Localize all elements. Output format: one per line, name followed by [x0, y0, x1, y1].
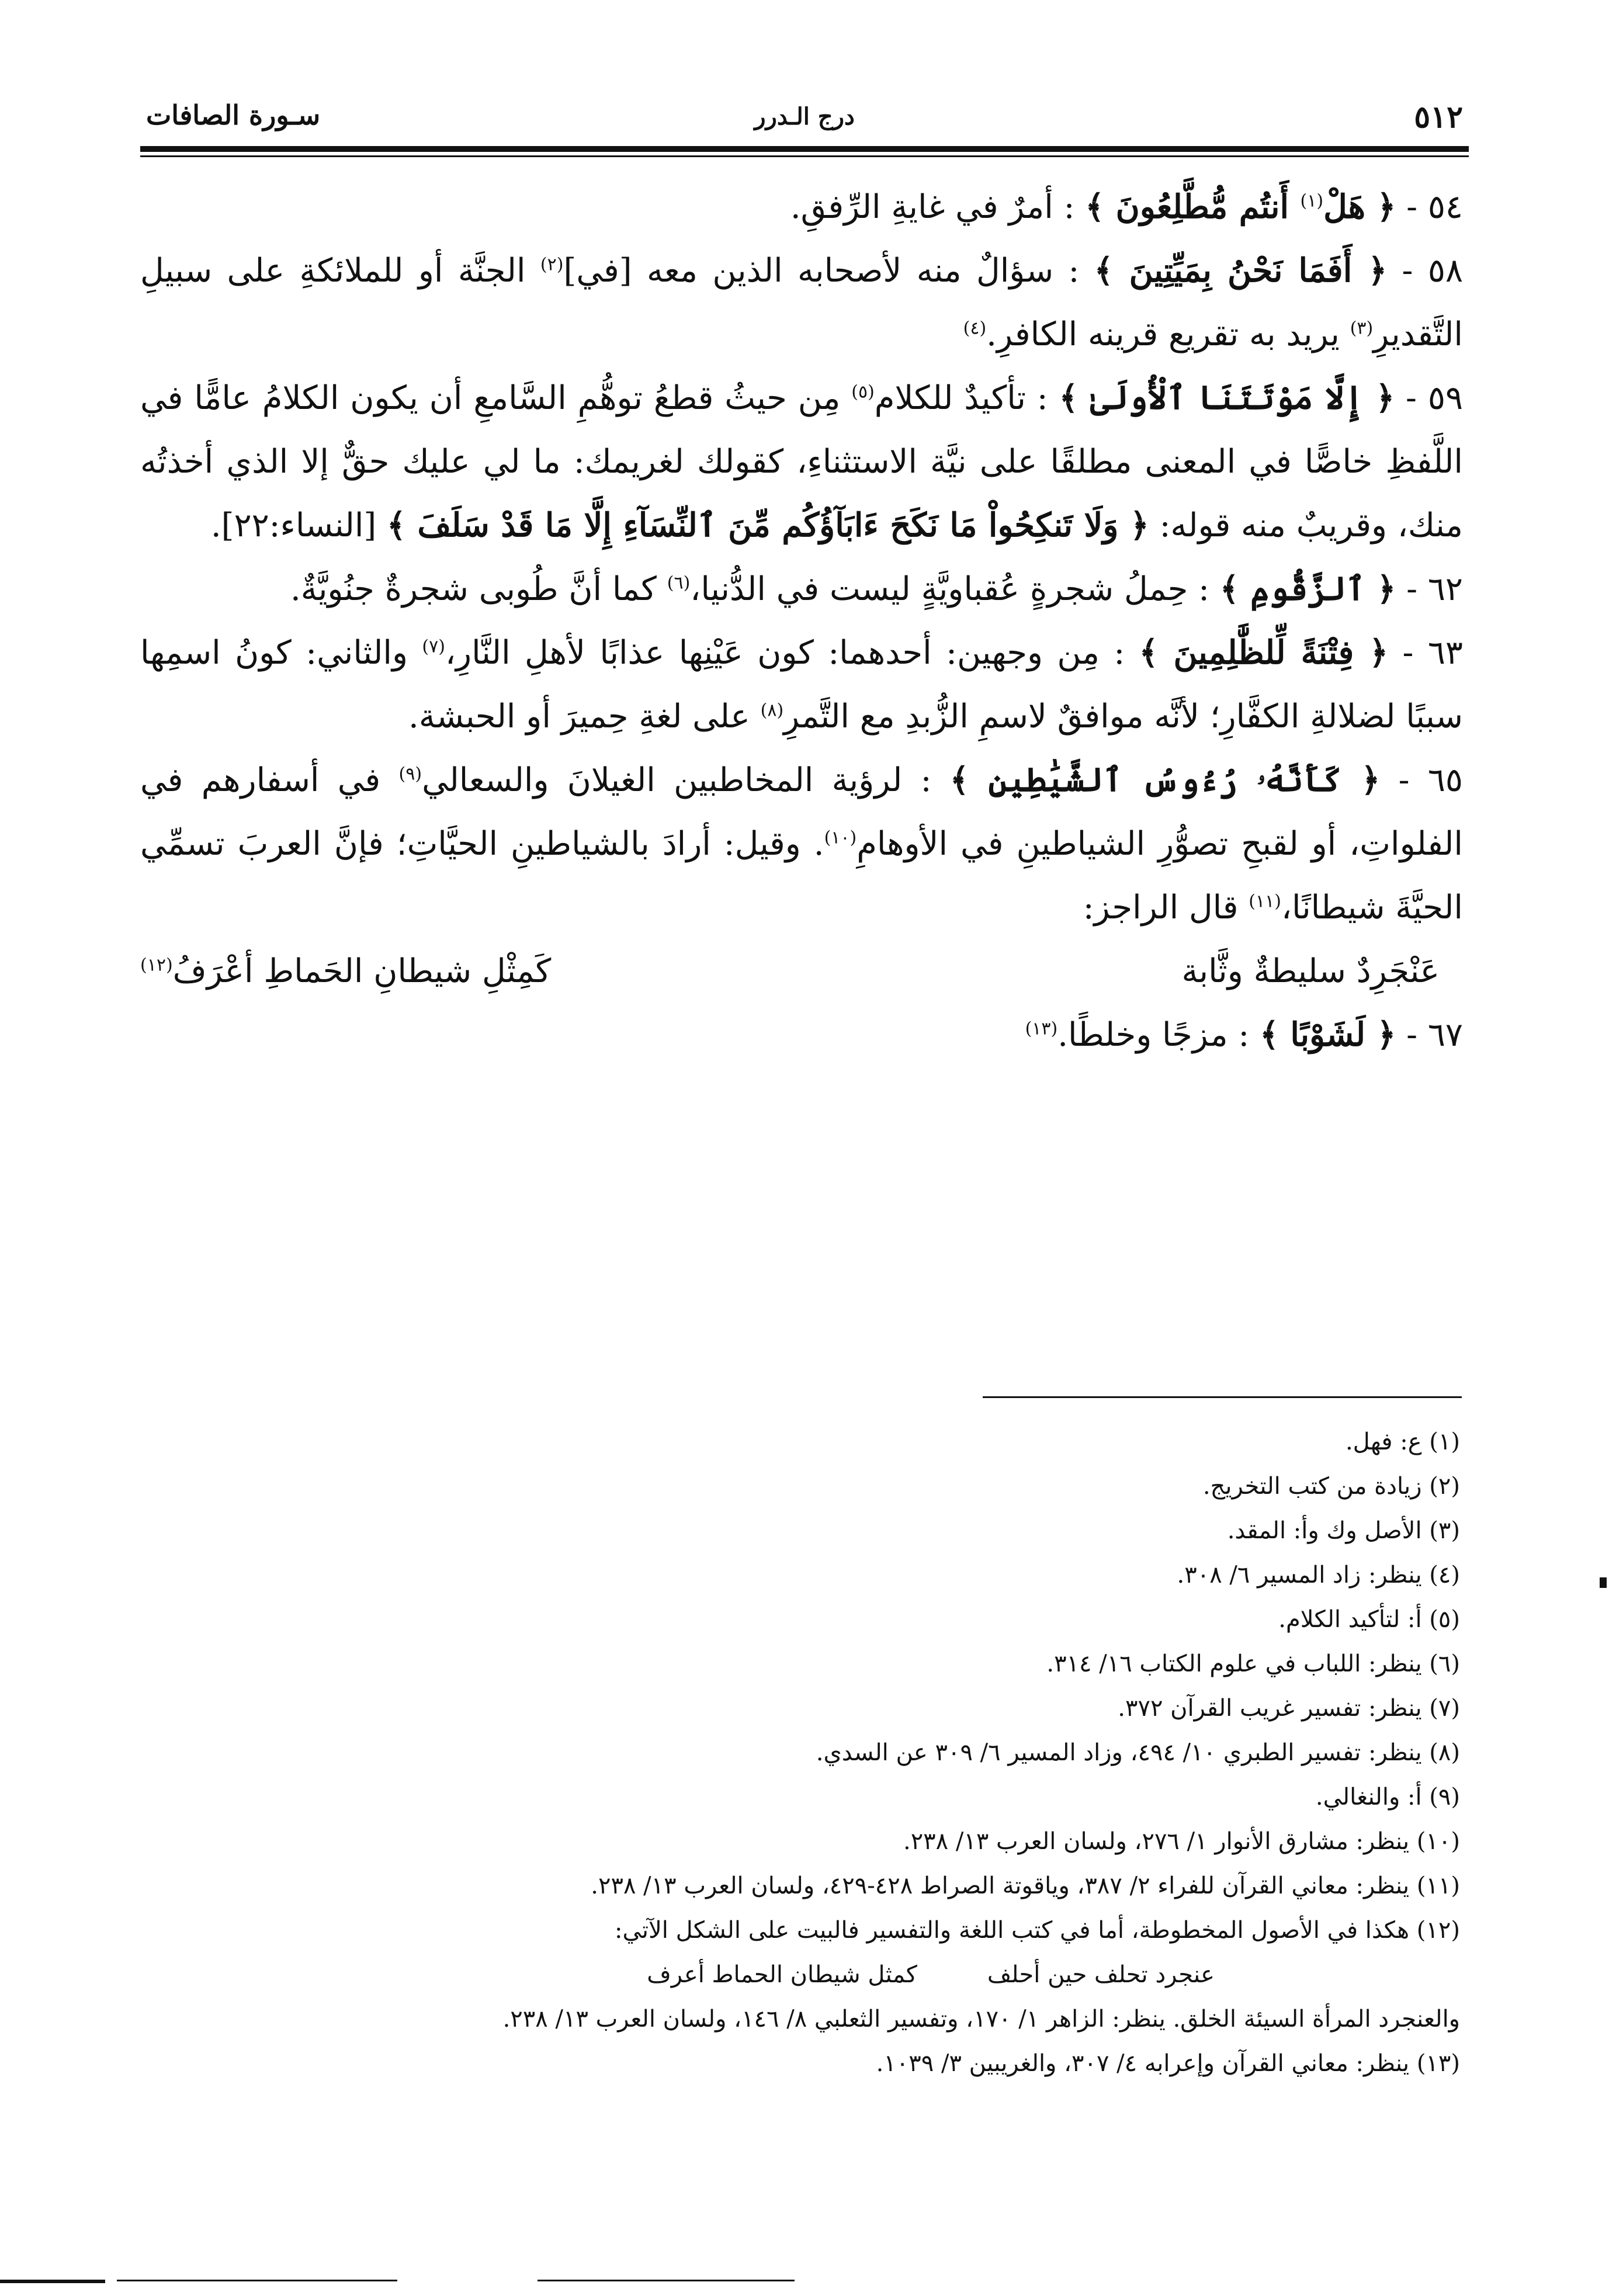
footnote-ref: (١١)	[1249, 891, 1281, 912]
entry-text: : تأكيدٌ للكلام	[874, 379, 1059, 417]
footnote-ref: (٨)	[760, 700, 784, 721]
footnote-11: (١١) ينظر: معاني القرآن للفراء ٢/ ٣٨٧، وياقوتة الصراط ٤٢٨-٤٢٩، ولسان العرب ١٣/ ٢٣٨.	[591, 1872, 1460, 1899]
entry-text: : لرؤية المخاطبين الغيلانَ والسعالي	[422, 761, 950, 799]
entry-63: ٦٣ - ﴿ فِتْنَةً لِّلظَّٰلِمِينَ ﴾ : مِن وجهين: أحدهما: كون عَيْنِها عذابًا لأهلِ النَّارِ،$^{(٧)}$ والثاني: كونُ اسمِها سببًا لضلالةِ الكفَّارِ؛ لأنَّه موافقٌ لاسمِ الزُّبدِ مع التَّمرِ$^{(٨)}$ على لغةِ حِميرَ أو الحبشة.	[140, 633, 1463, 736]
verse-second-hemistich: كَمِثْلِ شيطانِ الحَماطِ أعْرَفُ$^{(١٢)}$	[140, 952, 552, 990]
bottom-edge-line	[538, 2280, 795, 2281]
quran-quote: ﴿ لَشَوْبًا ﴾	[1260, 1015, 1396, 1054]
footnote-5: (٥) أ: لتأكيد الكلام.	[1278, 1606, 1460, 1633]
quran-quote: ﴿ فِتْنَةً لِّلظَّٰلِمِينَ ﴾	[1139, 633, 1389, 672]
footnote-3: (٣) الأصل وك وأ: المقد.	[1227, 1517, 1460, 1544]
quran-quote: ﴿ هَلْ	[1323, 188, 1396, 226]
footnote-ref: (١٢)	[140, 955, 173, 976]
entry-text: والثاني: كونُ اسمِها سببًا لضلالةِ الكفَّارِ؛ لأنَّه موافقٌ لاسمِ الزُّبدِ مع التَّمرِ	[140, 634, 1463, 736]
footnote-verse-first: عنجرد تحلف حين أحلف	[987, 1961, 1215, 1988]
footnote-separator	[983, 1396, 1462, 1398]
footnote-ref: (١٣)	[1025, 1018, 1058, 1039]
footnote-ref: (٤)	[963, 318, 987, 339]
quran-quote: ﴿ وَلَا تَنكِحُواْ مَا نَكَحَ ءَابَآؤُكُم مِّنَ ٱلنِّسَآءِ إِلَّا مَا قَدْ سَلَفَ ﴾	[387, 506, 1149, 544]
quran-quote: ﴿ إِلَّا مَوْتَتَنَا ٱلْأُولَىٰ ﴾	[1059, 379, 1395, 417]
running-header	[140, 93, 1469, 140]
footnote-13: (١٣) ينظر: معاني القرآن وإعرابه ٤/ ٣٠٧، والغريبين ٣/ ١٠٣٩.	[876, 2050, 1460, 2077]
entry-text: : سؤالٌ منه لأصحابه الذين معه [في]	[563, 252, 1094, 290]
footnote-2: (٢) زيادة من كتب التخريج.	[1202, 1473, 1460, 1500]
footnote-verse	[140, 1952, 1460, 1997]
footnote-10: (١٠) ينظر: مشارق الأنوار ١/ ٢٧٦، ولسان العرب ١٣/ ٢٣٨.	[903, 1828, 1460, 1855]
footnote-1: (١) ع: فهل.	[1345, 1428, 1460, 1455]
footnote-ref: (٢)	[540, 254, 564, 275]
quran-quote: أَنتُم مُّطَّلِعُونَ ﴾	[1085, 188, 1301, 226]
entry-65: ٦٥ - ﴿ كَأَنَّهُۥ رُءُوسُ ٱلشَّيَٰطِينِ ﴾ : لرؤية المخاطبين الغيلانَ والسعالي$^{(٩)}$ في أسفارهم في الفلواتِ، أو لقبحِ تصوُّرِ الشياطينِ في الأوهامِ$^{(١٠)}$. وقيل: أرادَ بالشياطينِ الحيَّاتِ؛ فإنَّ العربَ تسمِّي الحيَّةَ شيطانًا،$^{(١١)}$ قال الراجز:	[140, 761, 1463, 927]
entry-text: قال الراجز:	[1083, 889, 1249, 927]
entry-text: على لغةِ حِميرَ أو الحبشة.	[408, 698, 761, 736]
entry-text: : مزجًا وخلطًا.	[1057, 1016, 1260, 1054]
bottom-edge-mark	[0, 2280, 105, 2283]
footnote-7: (٧) ينظر: تفسير غريب القرآن ٣٧٢.	[1118, 1695, 1460, 1722]
footnote-6: (٦) ينظر: اللباب في علوم الكتاب ١٦/ ٣١٤.	[1046, 1650, 1460, 1677]
quran-quote: ﴿ أَفَمَا نَحْنُ بِمَيِّتِينَ ﴾	[1094, 251, 1388, 290]
entry-58: ٥٨ - ﴿ أَفَمَا نَحْنُ بِمَيِّتِينَ ﴾ : سؤالٌ منه لأصحابه الذين معه [في]$^{(٢)}$ الجنَّة أو للملائكةِ على سبيلِ التَّقديرِ$^{(٣)}$ يريد به تقريع قرينه الكافرِ.$^{(٤)}$	[140, 251, 1464, 353]
entry-54: ٥٤ - ﴿ هَلْ$^{(١)}$ أَنتُم مُّطَّلِعُونَ ﴾ : أمرٌ في غايةِ الرِّفقِ.	[790, 188, 1463, 226]
entry-text: : مِن وجهين: أحدهما: كون عَيْنِها عذابًا لأهلِ النَّارِ،	[445, 634, 1139, 672]
footnote-ref: (١٠)	[824, 827, 857, 848]
header-rule-thin	[140, 155, 1469, 157]
commentary-body	[140, 175, 1463, 1067]
entry-text: : حِملُ شجرةٍ عُقباويَّةٍ ليست في الدُّنيا،	[690, 570, 1220, 608]
footnote-9: (٩) أ: والنغالي.	[1315, 1784, 1460, 1811]
surah-title: سـورة الصافات	[146, 99, 321, 131]
entry-text: الجنَّة أو للملائكةِ على سبيلِ التَّقديرِ	[140, 252, 1463, 353]
entry-text: في أسفارهم في الفلواتِ، أو لقبحِ تصوُّرِ الشياطينِ في الأوهامِ	[140, 761, 1463, 863]
quran-quote: ﴿ ٱلزَّقُّومِ ﴾	[1219, 570, 1396, 608]
entry-text: . وقيل: أرادَ بالشياطينِ الحيَّاتِ؛ فإنَّ العربَ تسمِّي الحيَّةَ شيطانًا،	[140, 825, 1463, 927]
entry-59: ٥٩ - ﴿ إِلَّا مَوْتَتَنَا ٱلْأُولَىٰ ﴾ : تأكيدٌ للكلام$^{(٥)}$ مِن حيثُ قطعُ توهُّمِ السَّامعِ أن يكون الكلامُ عامًّا في اللَّفظِ خاصًّا في المعنى مطلقًا على نيَّة الاستثناءِ، كقولك لغريمك: ما لي عليك حقٌّ إلا الذي أخذتُه منك، وقريبٌ منه قوله: ﴿ وَلَا تَنكِحُواْ مَا نَكَحَ ءَابَآؤُكُم مِّنَ ٱلنِّسَآءِ إِلَّا مَا قَدْ سَلَفَ ﴾ [النساء:٢٢].	[140, 379, 1464, 544]
footnote-4: (٤) ينظر: زاد المسير ٦/ ٣٠٨.	[1177, 1562, 1460, 1589]
footnotes	[140, 1420, 1460, 2086]
bottom-edge-line	[117, 2280, 397, 2281]
footnote-12: (١٢) هكذا في الأصول المخطوطة، أما في كتب اللغة والتفسير فالبيت على الشكل الآتي:	[615, 1917, 1460, 1944]
footnote-ref: (٣)	[1350, 318, 1374, 339]
footnote-ref: (٦)	[667, 573, 691, 594]
margin-mark	[1600, 1577, 1607, 1588]
footnote-8: (٨) ينظر: تفسير الطبري ١٠/ ٤٩٤، وزاد المسير ٦/ ٣٠٩ عن السدي.	[816, 1739, 1460, 1766]
entry-text: : أمرٌ في غايةِ الرِّفقِ.	[790, 188, 1086, 226]
entry-62: ٦٢ - ﴿ ٱلزَّقُّومِ ﴾ : حِملُ شجرةٍ عُقباويَّةٍ ليست في الدُّنيا،$^{(٦)}$ كما أنَّ طُوبى شجرةٌ جنُويَّةٌ.	[290, 570, 1463, 608]
footnote-ref: (٧)	[422, 636, 445, 657]
book-title: درج الـدرر	[754, 103, 855, 130]
entry-text: [النساء:٢٢].	[210, 507, 387, 544]
entry-text: مِن حيثُ قطعُ توهُّمِ السَّامعِ أن يكون الكلامُ عامًّا في اللَّفظِ خاصًّا في المعنى مطلقًا على نيَّة الاستثناءِ، كقولك لغريمك: ما لي عليك حقٌّ إلا الذي أخذتُه منك، وقريبٌ منه قوله:	[140, 379, 1463, 544]
entry-text: كما أنَّ طُوبى شجرةٌ جنُويَّةٌ.	[290, 570, 667, 608]
footnote-verse-second: كمثل شيطان الحماط أعرف	[647, 1961, 917, 1988]
quran-quote: ﴿ كَأَنَّهُۥ رُءُوسُ ٱلشَّيَٰطِينِ ﴾	[949, 761, 1381, 799]
page-number: ٥١٢	[1414, 99, 1463, 135]
poetry-verse	[140, 939, 1463, 1003]
verse-first-hemistich: عَنْجَرِدٌ سليطةٌ وثَّابة	[1181, 952, 1440, 990]
entry-text: يريد به تقريع قرينه الكافرِ.	[986, 315, 1350, 353]
footnote-ref: (١)	[1300, 190, 1324, 211]
footnote-ref: (٩)	[398, 764, 422, 785]
entry-67: ٦٧ - ﴿ لَشَوْبًا ﴾ : مزجًا وخلطًا.$^{(١٣)}$	[1025, 1015, 1463, 1054]
footnote-12-continued: والعنجرد المرأة السيئة الخلق. ينظر: الزاهر ١/ ١٧٠، وتفسير الثعلبي ٨/ ١٤٦، ولسان العرب ١٣/ ٢٣٨.	[502, 2006, 1460, 2033]
header-rule-thick	[140, 146, 1469, 152]
footnote-ref: (٥)	[851, 381, 875, 403]
